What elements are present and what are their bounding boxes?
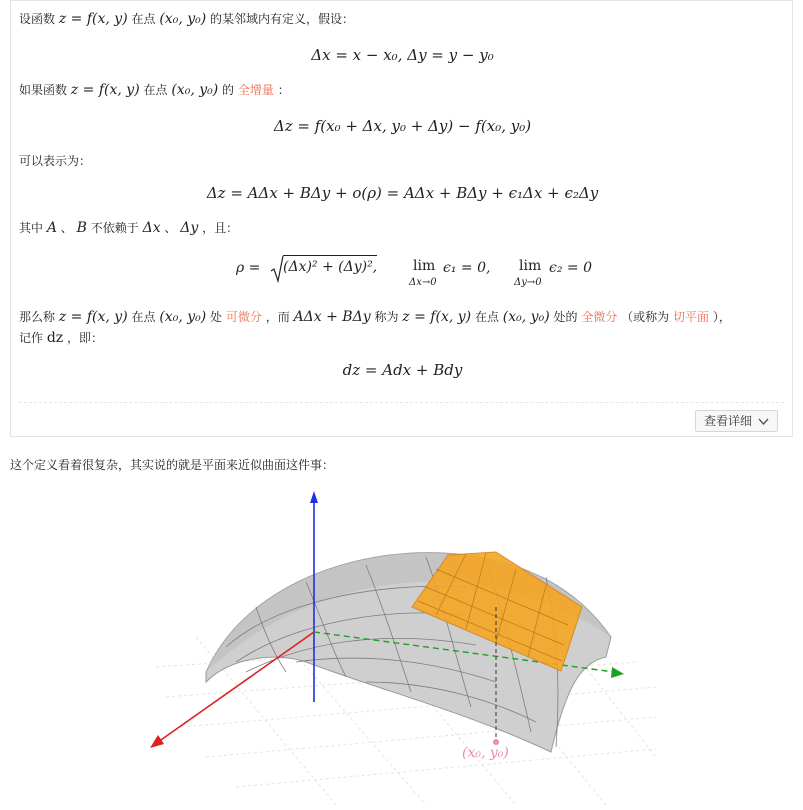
view-details-button[interactable]	[695, 410, 778, 432]
math-rho: ρ =	[236, 260, 261, 276]
paragraph-differentiable	[19, 308, 731, 326]
math-inline: Δx	[142, 220, 161, 236]
text: ，即：	[67, 331, 104, 345]
sqrt-sign-icon	[270, 255, 284, 283]
math-inline: z = f(x, y)	[70, 82, 140, 98]
surface-illustration	[136, 487, 664, 807]
math-lim: lim	[413, 258, 436, 274]
equation-expansion: Δz = AΔx + BΔy + o(ρ) = AΔx + BΔy + ϵ₁Δx + ϵ₂Δy	[206, 184, 599, 202]
math-lim-expr: ϵ₂ = 0	[549, 260, 592, 276]
math-inline: (x₀, y₀)	[502, 309, 550, 325]
surface-tangent-plane-figure	[136, 487, 664, 807]
text: 记作	[19, 331, 44, 345]
math-inline: z = f(x, y)	[58, 11, 128, 27]
paragraph-notation	[19, 329, 103, 347]
equation-total-increment: Δz = f(x₀ + Δx, y₀ + Δy) − f(x₀, y₀)	[273, 117, 532, 135]
divider	[19, 402, 784, 403]
text: ，而	[265, 310, 290, 324]
math-lim-expr: ϵ₁ = 0,	[443, 260, 491, 276]
text: ：	[277, 83, 290, 97]
link-differentiable[interactable]: 可微分	[225, 310, 262, 324]
math-inline: A	[46, 220, 57, 236]
equation-rho-limits	[236, 253, 616, 293]
text: ，且：	[202, 221, 239, 235]
paragraph-where	[19, 219, 238, 237]
text: 其中	[19, 221, 44, 235]
text: 、	[60, 221, 73, 235]
math-sqrt-content: (Δx)² + (Δy)²,	[283, 255, 377, 275]
paragraph-expressed: 可以表示为：	[19, 154, 92, 168]
text: 的某邻域内有定义，假设：	[210, 12, 355, 26]
text: 如果函数	[19, 83, 68, 97]
paragraph-increment	[19, 81, 290, 99]
paragraph-definition	[19, 10, 354, 28]
math-inline: Δy	[180, 220, 199, 236]
axis-y-arrow	[611, 667, 624, 678]
math-inline: AΔx + BΔy	[293, 309, 371, 325]
text: 不依赖于	[90, 221, 139, 235]
axis-x-arrow	[150, 735, 164, 748]
text: 设函数	[19, 12, 56, 26]
text: 在点	[143, 83, 168, 97]
text: 称为	[374, 310, 399, 324]
math-lim: lim	[519, 258, 542, 274]
text: 在点	[474, 310, 499, 324]
math-inline: dz	[46, 330, 64, 346]
math-inline: z = f(x, y)	[58, 309, 128, 325]
intro-text: 这个定义看着很复杂，其实说的就是平面来近似曲面这件事：	[10, 458, 335, 472]
math-inline: B	[76, 220, 87, 236]
text: 处	[210, 310, 223, 324]
math-inline: (x₀, y₀)	[171, 82, 219, 98]
definition-card	[10, 0, 793, 437]
math-inline: z = f(x, y)	[402, 309, 472, 325]
math-lim-sub: Δx→0	[409, 277, 437, 288]
point-label: (x₀, y₀)	[462, 745, 509, 761]
equation-total-differential: dz = Adx + Bdy	[342, 361, 463, 379]
math-inline: (x₀, y₀)	[159, 11, 207, 27]
text: ），	[712, 310, 731, 324]
link-total-increment[interactable]: 全增量	[237, 83, 274, 97]
text: 的	[222, 83, 235, 97]
text: （或称为	[621, 310, 670, 324]
axis-z-arrow	[310, 491, 318, 503]
view-details-label: 查看详细	[703, 414, 752, 428]
text: 处的	[553, 310, 578, 324]
math-inline: (x₀, y₀)	[159, 309, 207, 325]
math-lim-sub: Δy→0	[514, 277, 542, 288]
chevron-down-icon	[758, 418, 769, 425]
equation-delta: Δx = x − x₀, Δy = y − y₀	[311, 46, 494, 64]
text: 在点	[131, 310, 156, 324]
text: 在点	[131, 12, 156, 26]
text: 、	[164, 221, 177, 235]
text: 那么称	[19, 310, 56, 324]
link-tangent-plane[interactable]: 切平面	[673, 310, 710, 324]
link-total-differential[interactable]: 全微分	[581, 310, 618, 324]
